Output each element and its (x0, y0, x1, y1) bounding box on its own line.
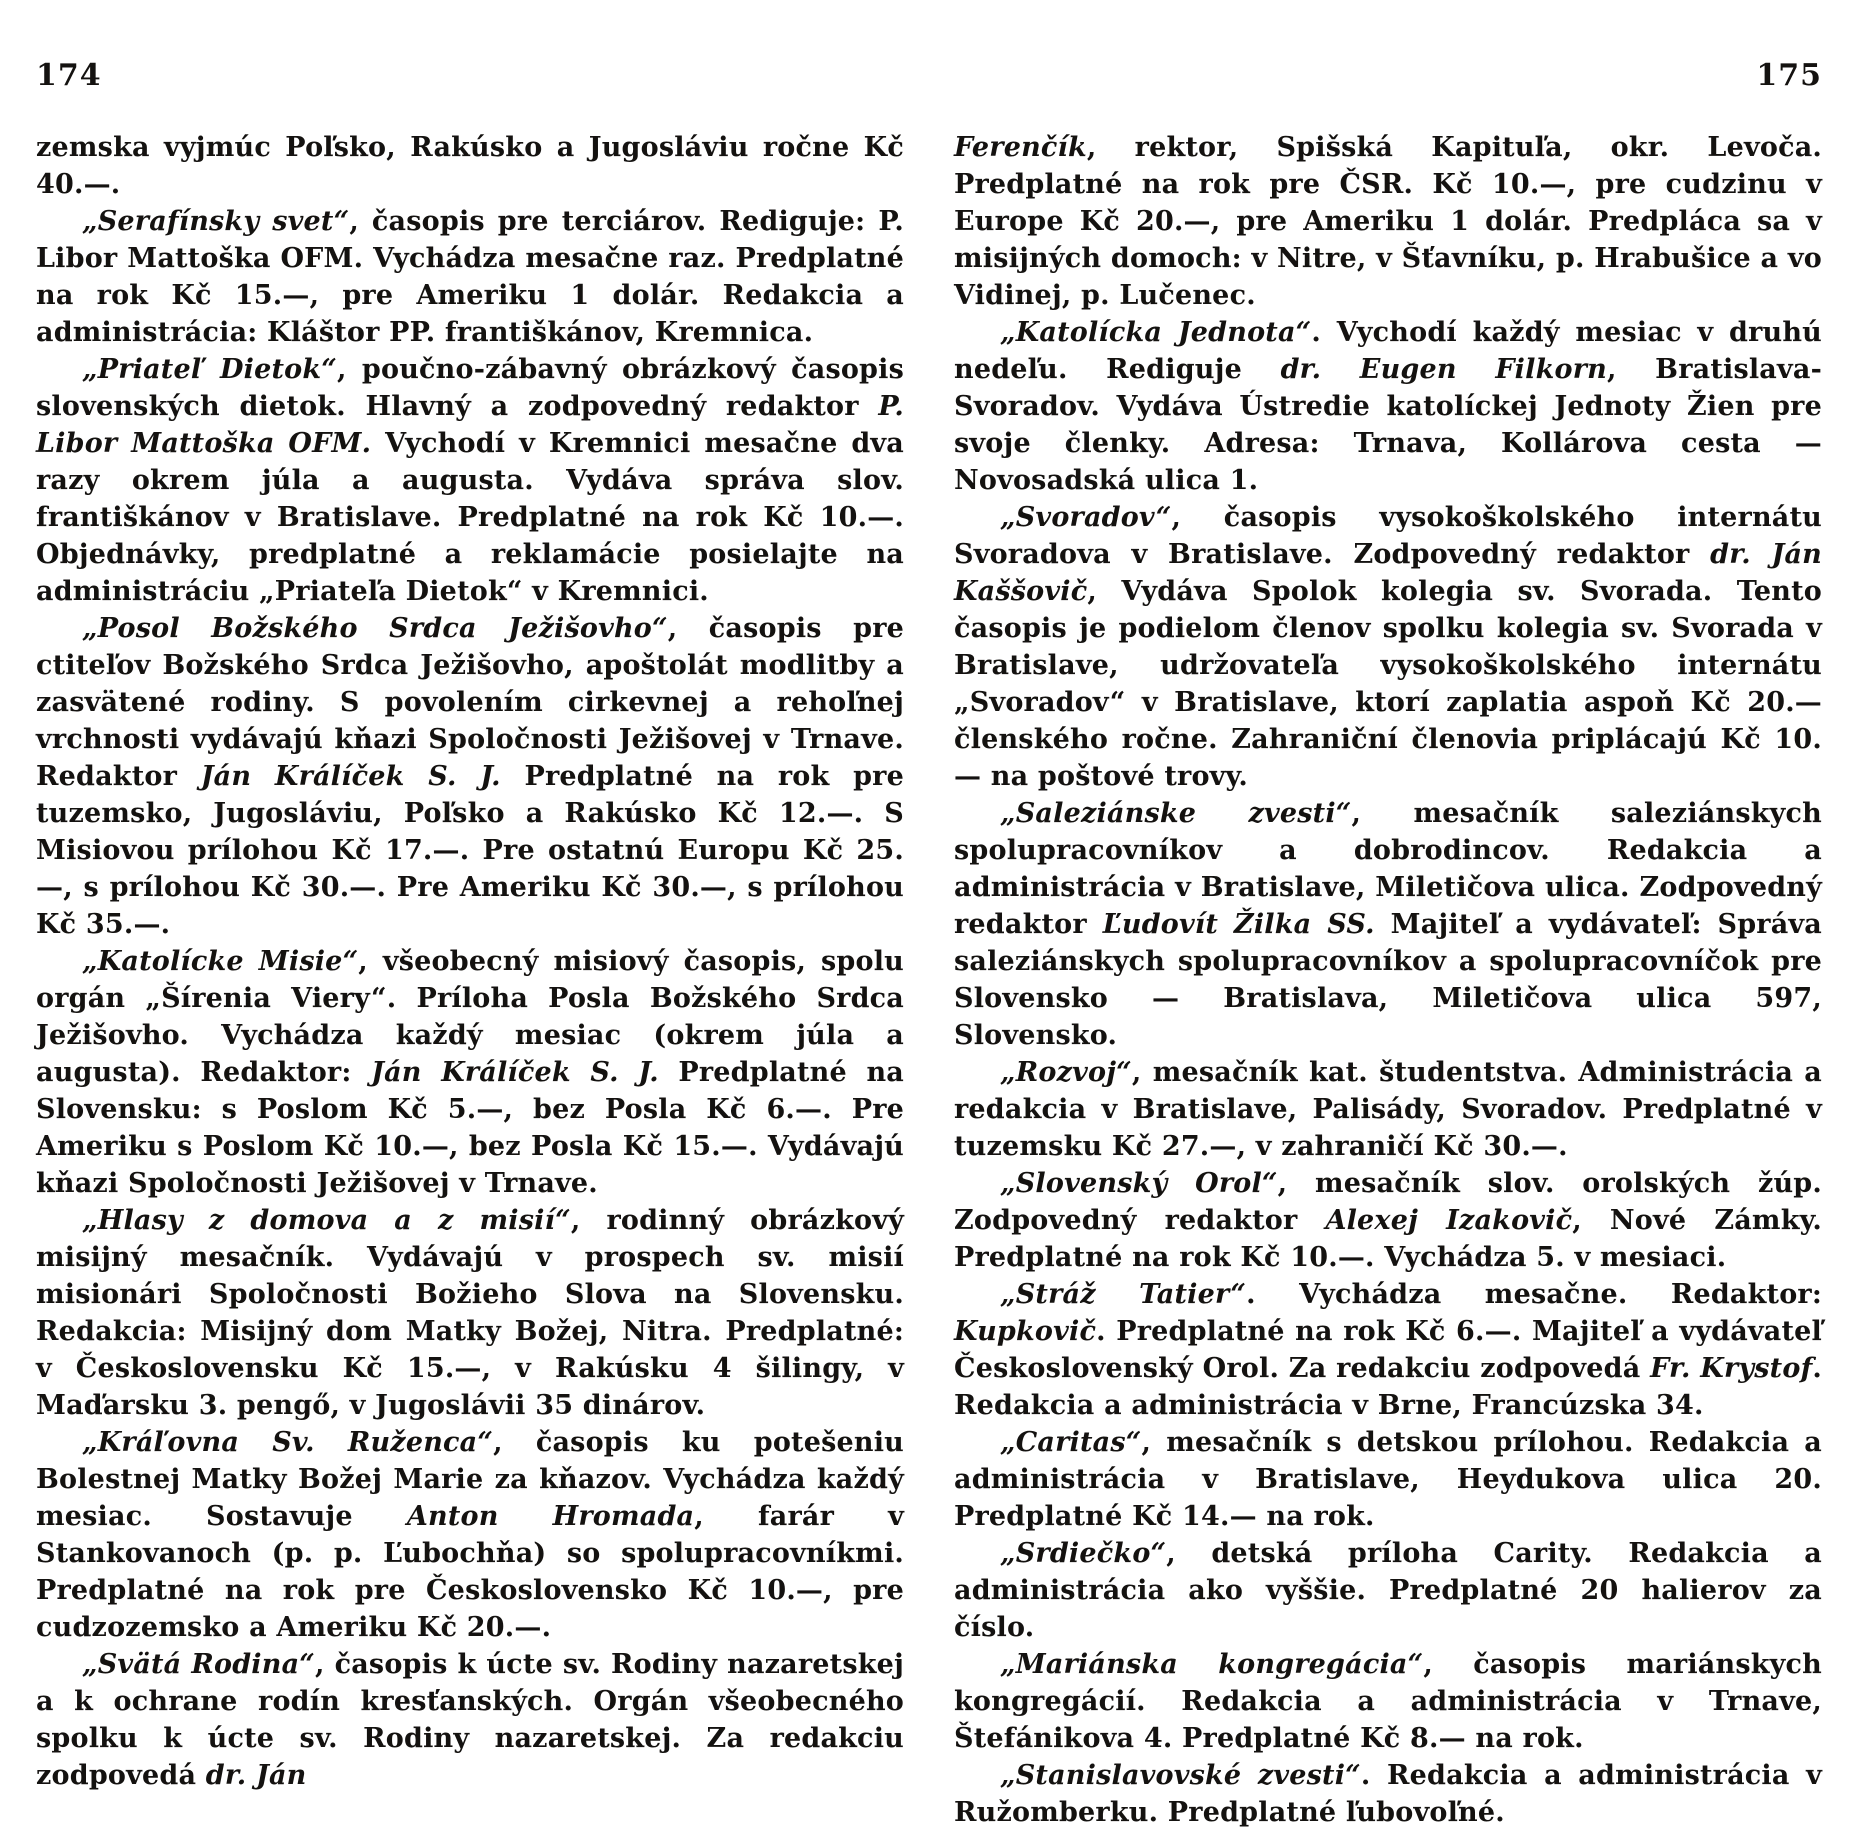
journal-title: „Katolícka Jednota“ (1000, 317, 1312, 348)
paragraph (36, 1646, 904, 1794)
paragraph-text: , rodinný obrázkový misijný mesačník. Vydávajú v prospech sv. misií misionári Spoločnosti Božieho Slova na Slovensku. Redakcia: Misijný dom Matky Božej, Nitra. Predplatné: v Československu Kč 15.—, v Rakúsku 4 šilingy, v Maďarsku 3. pengő, v Jugoslávii 35 dinárov. (36, 1205, 905, 1421)
paragraph-text: , Vydáva Spolok kolegia sv. Svorada. Tento časopis je podielom členov spolku kolegia sv. Svorada v Bratislave, udržovateľa vysokoškolského internátu „Svoradov“ v Bratislave, ktorí zaplatia aspoň Kč 20.— členského ročne. Zahraniční členovia priplácajú Kč 10.— na poštové trovy. (954, 576, 1822, 792)
paragraph (954, 795, 1822, 1054)
paragraph (954, 1646, 1822, 1757)
paragraph (954, 129, 1822, 314)
paragraph-text: , časopis vysokoškolského internátu Svoradova v Bratislave. Zodpovedný redaktor (954, 502, 1822, 570)
journal-title: „Saleziánske zvesti“ (1000, 798, 1352, 829)
person-name: Kupkovič (954, 1316, 1097, 1347)
person-name: dr. Ján (205, 1760, 307, 1791)
paragraph-text: Vychodí v Kremnici mesačne dva razy okrem júla a augusta. Vydáva správa slov. františkánov v Bratislave. Predplatné na rok Kč 10.—. Objednávky, predplatné a reklamácie posielajte na administráciu „Priateľa Dietok“ v Kremnici. (36, 428, 905, 607)
person-name: Ján Králíček S. J. (200, 761, 501, 792)
paragraph (954, 1424, 1822, 1535)
journal-title: „Stanislavovské zvesti“ (1000, 1760, 1361, 1791)
journal-title: „Slovenský Orol“ (1000, 1168, 1278, 1199)
paragraph-text: . Vychodí každý mesiac v druhú nedeľu. Rediguje (954, 317, 1822, 385)
paragraph (36, 351, 904, 610)
paragraph-text: , Bratislava-Svoradov. Vydáva Ústredie katolíckej Jednoty Žien pre svoje členky. Adresa: Trnava, Kollárova cesta — Novosadská ulica 1. (954, 354, 1822, 496)
paragraph-text: , časopis k úcte sv. Rodiny nazaretskej a k ochrane rodín kresťanských. Orgán všeobecného spolku k úcte sv. Rodiny nazaretskej. Za redakciu zodpovedá (36, 1649, 904, 1791)
page-number: 174 (36, 58, 102, 93)
paragraph-text: , mesačník saleziánskych spolupracovníkov a dobrodincov. Redakcia a administrácia v Bratislave, Miletičova ulica. Zodpovedný redaktor (954, 798, 1822, 940)
person-name: dr. Ján Kaššovič (954, 539, 1822, 607)
paragraph (954, 1054, 1822, 1165)
paragraph-text: , mesačník kat. študentstva. Administrácia a redakcia v Bratislave, Palisády, Svoradov. Predplatné v tuzemsku Kč 27.—, v zahraničí Kč 30.—. (954, 1057, 1822, 1162)
paragraph (954, 1757, 1822, 1831)
page-number: 175 (1756, 58, 1822, 93)
paragraph (36, 203, 904, 351)
journal-title: „Svoradov“ (1000, 502, 1172, 533)
paragraph-text: , časopis pre ctiteľov Božského Srdca Ježišovho, apoštolát modlitby a zasvätené rodiny. S povolením cirkevnej a rehoľnej vrchnosti vydávajú kňazi Spoločnosti Ježišovej v Trnave. Redaktor (36, 613, 904, 792)
paragraph-text: Predplatné na Slovensku: s Poslom Kč 5.—, bez Posla Kč 6.—. Pre Ameriku s Poslom Kč 10.—, bez Posla Kč 15.—. Vydávajú kňazi Spoločnosti Ježišovej v Trnave. (36, 1057, 904, 1199)
paragraph (954, 1165, 1822, 1276)
journal-title: „Katolícke Misie“ (82, 946, 359, 977)
paragraph-text: . Vychádza mesačne. Redaktor: (1246, 1279, 1822, 1310)
person-name: Alexej Izakovič (1325, 1205, 1573, 1236)
page-175-text-column (954, 129, 1822, 1831)
paragraph-text: Majiteľ a vydávateľ: Správa saleziánskych spolupracovníkov a spolupracovníčok pre Slovensko — Bratislava, Miletičova ulica 597, Slovensko. (954, 909, 1823, 1051)
paragraph-text: , detská príloha Carity. Redakcia a administrácia ako vyššie. Predplatné 20 halierov za číslo. (954, 1538, 1822, 1643)
person-name: Fr. Krystof (1650, 1353, 1813, 1384)
paragraph-text: Predplatné na rok pre tuzemsko, Jugosláviu, Poľsko a Rakúsko Kč 12.—. S Misiovou prílohou Kč 17.—. Pre ostatnú Europu Kč 25.—, s prílohou Kč 30.—. Pre Ameriku Kč 30.—, s prílohou Kč 35.—. (36, 761, 904, 940)
paragraph-text: , časopis pre terciárov. Rediguje: P. Libor Mattoška OFM. Vychádza mesačne raz. Predplatné na rok Kč 15.—, pre Ameriku 1 dolár. Redakcia a administrácia: Kláštor PP. františkánov, Kremnica. (36, 206, 904, 348)
person-name: P. Libor Mattoška OFM. (36, 391, 904, 459)
paragraph-text: , Nové Zámky. Predplatné na rok Kč 10.—. Vychádza 5. v mesiaci. (954, 1205, 1823, 1273)
paragraph-text: zemska vyjmúc Poľsko, Rakúsko a Jugosláviu ročne Kč 40.—. (36, 132, 904, 200)
person-name: Ferenčík (954, 132, 1087, 163)
paragraph-text: , časopis mariánskych kongregácií. Redakcia a administrácia v Trnave, Štefánikova 4. Predplatné Kč 8.— na rok. (954, 1649, 1822, 1754)
person-name: Ján Králíček S. J. (371, 1057, 659, 1088)
paragraph-text: , poučno-zábavný obrázkový časopis slovenských dietok. Hlavný a zodpovedný redaktor (36, 354, 904, 422)
paragraph-text: . Predplatné na rok Kč 6.—. Majiteľ a vydávateľ Československý Orol. Za redakciu zodpovedá (954, 1316, 1822, 1384)
journal-title: „Kráľovna Sv. Ruženca“ (82, 1427, 494, 1458)
person-name: Anton Hromada (406, 1501, 695, 1532)
paragraph-text: , mesačník slov. orolských žúp. Zodpovedný redaktor (954, 1168, 1822, 1236)
person-name: dr. Eugen Filkorn (1280, 354, 1607, 385)
paragraph-text: , časopis ku potešeniu Bolestnej Matky Božej Marie za kňazov. Vychádza každý mesiac. Sostavuje (36, 1427, 904, 1532)
paragraph (36, 1202, 904, 1424)
paragraph (954, 1276, 1822, 1424)
paragraph (954, 499, 1822, 795)
person-name: Ľudovít Žilka SS. (1102, 909, 1375, 940)
paragraph-text: . Redakcia a administrácia v Brne, Francúzska 34. (954, 1353, 1822, 1421)
paragraph (36, 129, 904, 203)
paragraph (36, 610, 904, 943)
journal-title: „Mariánska kongregácia“ (1000, 1649, 1424, 1680)
paragraph-text: , rektor, Spišská Kapituľa, okr. Levoča. Predplatné na rok pre ČSR. Kč 10.—, pre cudzinu v Europe Kč 20.—, pre Ameriku 1 dolár. Predpláca sa v misijných domoch: v Nitre, v Šťavníku, p. Hrabušice a vo Vidinej, p. Lučenec. (954, 132, 1822, 311)
journal-title: „Hlasy z domova a z misií“ (82, 1205, 571, 1236)
paragraph-text: , všeobecný misiový časopis, spolu orgán „Šírenia Viery“. Príloha Posla Božského Srdca Ježišovho. Vychádza každý mesiac (okrem júla a augusta). Redaktor: (36, 946, 905, 1088)
page-174-text-column (36, 129, 904, 1794)
paragraph (954, 314, 1822, 499)
journal-title: „Posol Božského Srdca Ježišovho“ (82, 613, 668, 644)
journal-title: „Caritas“ (1000, 1427, 1142, 1458)
paragraph (36, 943, 904, 1202)
journal-title: „Rozvoj“ (1000, 1057, 1132, 1088)
journal-title: „Srdiečko“ (1000, 1538, 1167, 1569)
journal-title: „Priateľ Dietok“ (82, 354, 338, 385)
paragraph-text: . Redakcia a administrácia v Ružomberku. Predplatné ľubovoľné. (954, 1760, 1822, 1828)
paragraph (954, 1535, 1822, 1646)
page-175 (954, 58, 1822, 1831)
paragraph (36, 1424, 904, 1646)
journal-title: „Stráž Tatier“ (1000, 1279, 1247, 1310)
paragraph-text: , mesačník s detskou prílohou. Redakcia a administrácia v Bratislave, Heydukova ulica 20. Predplatné Kč 14.— na rok. (954, 1427, 1822, 1532)
journal-title: „Serafínsky svet“ (82, 206, 350, 237)
page-174 (36, 58, 904, 1831)
paragraph-text: , farár v Stankovanoch (p. p. Ľubochňa) so spolupracovníkmi. Predplatné na rok pre Československo Kč 10.—, pre cudzozemsko a Ameriku Kč 20.—. (36, 1501, 904, 1643)
journal-title: „Svätá Rodina“ (82, 1649, 316, 1680)
